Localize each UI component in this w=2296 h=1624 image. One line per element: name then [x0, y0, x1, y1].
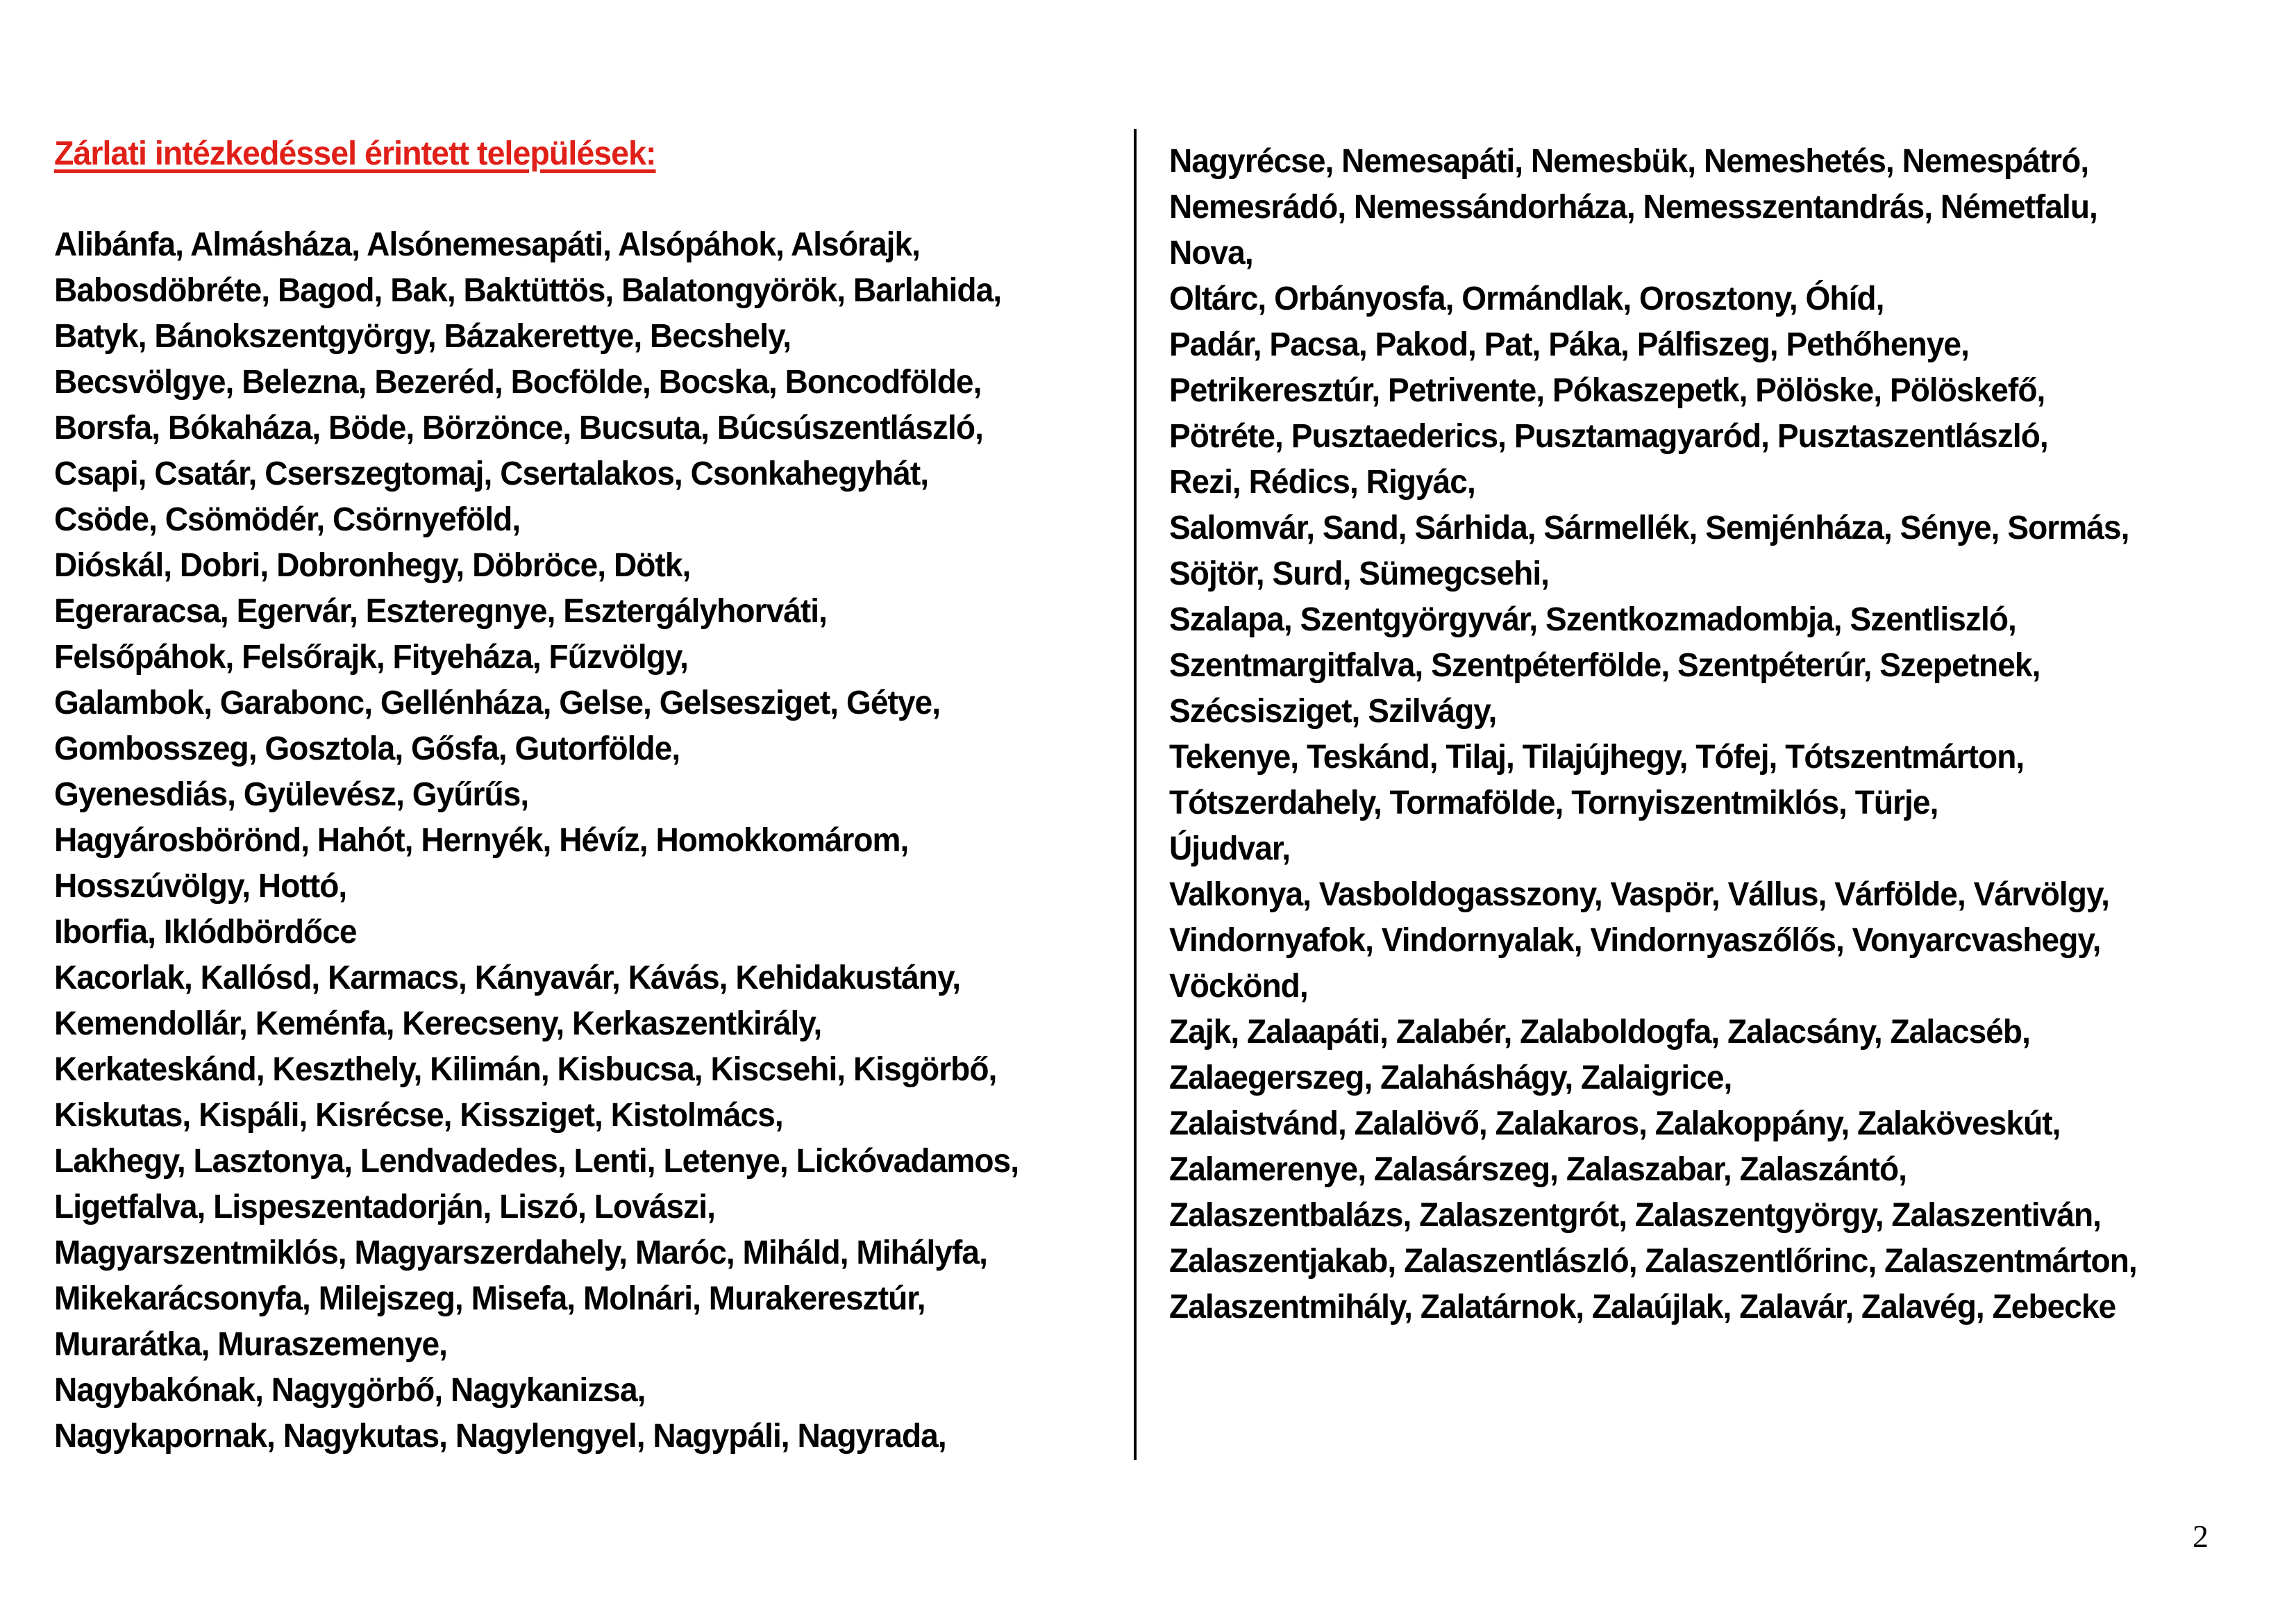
town-list-line: Iborfia, Iklódbördőce: [54, 914, 357, 951]
town-list-line: Salomvár, Sand, Sárhida, Sármellék, Semjénháza, Sénye, Sormás,: [1169, 510, 2129, 546]
page-title: Zárlati intézkedéssel érintett települések:: [54, 135, 656, 172]
town-list-line: Felsőpáhok, Felsőrajk, Fityeháza, Fűzvölgy,: [54, 639, 688, 676]
town-list-line: Pötréte, Pusztaederics, Pusztamagyaród, Pusztaszentlászló,: [1169, 418, 2048, 455]
town-list-line: Tótszerdahely, Tormafölde, Tornyiszentmiklós, Türje,: [1169, 785, 1938, 821]
town-list-line: Zalaistvánd, Zalalövő, Zalakaros, Zalakoppány, Zalaköveskút,: [1169, 1105, 2061, 1142]
town-list-line: Szentmargitfalva, Szentpéterfölde, Szentpéterúr, Szepetnek,: [1169, 647, 2041, 684]
town-list-line: Galambok, Garabonc, Gellénháza, Gelse, Gelsesziget, Gétye,: [54, 685, 941, 721]
town-list-line: Dióskál, Dobri, Dobronhegy, Döbröce, Dötk,: [54, 547, 691, 584]
town-list-line: Zalaegerszeg, Zalaháshágy, Zalaigrice,: [1169, 1060, 1732, 1096]
town-list-line: Murarátka, Muraszemenye,: [54, 1326, 448, 1363]
town-list-line: Valkonya, Vasboldogasszony, Vaspör, Vállus, Várfölde, Várvölgy,: [1169, 876, 2110, 913]
town-list-line: Tekenye, Teskánd, Tilaj, Tilajújhegy, Tófej, Tótszentmárton,: [1169, 739, 2025, 776]
settlements-column-left: [54, 222, 1019, 1459]
town-list-line: Lakhegy, Lasztonya, Lendvadedes, Lenti, Letenye, Lickóvadamos,: [54, 1143, 1019, 1180]
town-list-line: Zalamerenye, Zalasárszeg, Zalaszabar, Zalaszántó,: [1169, 1151, 1907, 1188]
town-list-line: Alibánfa, Almásháza, Alsónemesapáti, Alsópáhok, Alsórajk,: [54, 226, 920, 263]
town-list-line: Kerkateskánd, Keszthely, Kilimán, Kisbucsa, Kiscsehi, Kisgörbő,: [54, 1051, 997, 1088]
town-list-line: Gyenesdiás, Gyülevész, Gyűrűs,: [54, 776, 529, 813]
town-list-line: Babosdöbréte, Bagod, Bak, Baktüttös, Balatongyörök, Barlahida,: [54, 272, 1002, 309]
town-list-line: Rezi, Rédics, Rigyác,: [1169, 464, 1475, 501]
town-list-line: Vöckönd,: [1169, 968, 1308, 1005]
settlements-column-right: [1169, 139, 2137, 1330]
town-list-line: Kiskutas, Kispáli, Kisrécse, Kissziget, Kistolmács,: [54, 1097, 783, 1134]
town-list-line: Borsfa, Bókaháza, Böde, Börzönce, Bucsuta, Búcsúszentlászló,: [54, 410, 983, 446]
town-list-line: Nova,: [1169, 235, 1253, 271]
town-list-line: Nemesrádó, Nemessándorháza, Nemesszentandrás, Németfalu,: [1169, 189, 2097, 226]
town-list-line: Szalapa, Szentgyörgyvár, Szentkozmadombja, Szentliszló,: [1169, 601, 2016, 638]
town-list-line: Vindornyafok, Vindornyalak, Vindornyaszőlős, Vonyarcvashegy,: [1169, 922, 2101, 959]
town-list-line: Csapi, Csatár, Cserszegtomaj, Csertalakos, Csonkahegyhát,: [54, 455, 929, 492]
town-list-line: Hagyárosbörönd, Hahót, Hernyék, Hévíz, Homokkomárom,: [54, 822, 909, 859]
town-list-line: Gombosszeg, Gosztola, Gősfa, Gutorfölde,: [54, 730, 680, 767]
town-list-line: Nagyrécse, Nemesapáti, Nemesbük, Nemeshetés, Nemespátró,: [1169, 143, 2089, 180]
town-list-line: Zalaszentbalázs, Zalaszentgrót, Zalaszentgyörgy, Zalaszentiván,: [1169, 1197, 2101, 1234]
town-list-line: Csöde, Csömödér, Csörnyeföld,: [54, 501, 521, 538]
town-list-line: Söjtör, Surd, Sümegcsehi,: [1169, 555, 1550, 592]
town-list-line: Nagybakónak, Nagygörbő, Nagykanizsa,: [54, 1372, 646, 1409]
town-list-line: Újudvar,: [1169, 830, 1291, 867]
town-list-line: Magyarszentmiklós, Magyarszerdahely, Maróc, Miháld, Mihályfa,: [54, 1234, 987, 1271]
town-list-line: Becsvölgye, Belezna, Bezeréd, Bocfölde, Bocska, Boncodfölde,: [54, 364, 982, 401]
town-list-line: Oltárc, Orbányosfa, Ormándlak, Orosztony, Óhíd,: [1169, 281, 1884, 317]
town-list-line: Padár, Pacsa, Pakod, Pat, Páka, Pálfiszeg, Pethőhenye,: [1169, 326, 1969, 363]
town-list-line: Mikekarácsonyfa, Milejszeg, Misefa, Molnári, Murakeresztúr,: [54, 1280, 925, 1317]
town-list-line: Zalaszentjakab, Zalaszentlászló, Zalaszentlőrinc, Zalaszentmárton,: [1169, 1243, 2137, 1280]
town-list-line: Kemendollár, Keménfa, Kerecseny, Kerkaszentkirály,: [54, 1005, 822, 1042]
town-list-line: Hosszúvölgy, Hottó,: [54, 868, 347, 905]
town-list-line: Batyk, Bánokszentgyörgy, Bázakerettye, Becshely,: [54, 318, 791, 355]
town-list-line: Petrikeresztúr, Petrivente, Pókaszepetk, Pölöske, Pölöskefő,: [1169, 372, 2045, 409]
town-list-line: Ligetfalva, Lispeszentadorján, Liszó, Lovászi,: [54, 1189, 715, 1225]
page-number: 2: [2193, 1518, 2209, 1554]
column-divider: [1134, 129, 1137, 1460]
town-list-line: Kacorlak, Kallósd, Karmacs, Kányavár, Kávás, Kehidakustány,: [54, 960, 961, 996]
town-list-line: Szécsisziget, Szilvágy,: [1169, 693, 1497, 730]
town-list-line: Egeraracsa, Egervár, Eszteregnye, Esztergályhorváti,: [54, 593, 827, 630]
town-list-line: Zajk, Zalaapáti, Zalabér, Zalaboldogfa, Zalacsány, Zalacséb,: [1169, 1014, 2030, 1050]
town-list-line: Nagykapornak, Nagykutas, Nagylengyel, Nagypáli, Nagyrada,: [54, 1418, 946, 1455]
town-list-line: Zalaszentmihály, Zalatárnok, Zalaújlak, Zalavár, Zalavég, Zebecke: [1169, 1289, 2116, 1325]
